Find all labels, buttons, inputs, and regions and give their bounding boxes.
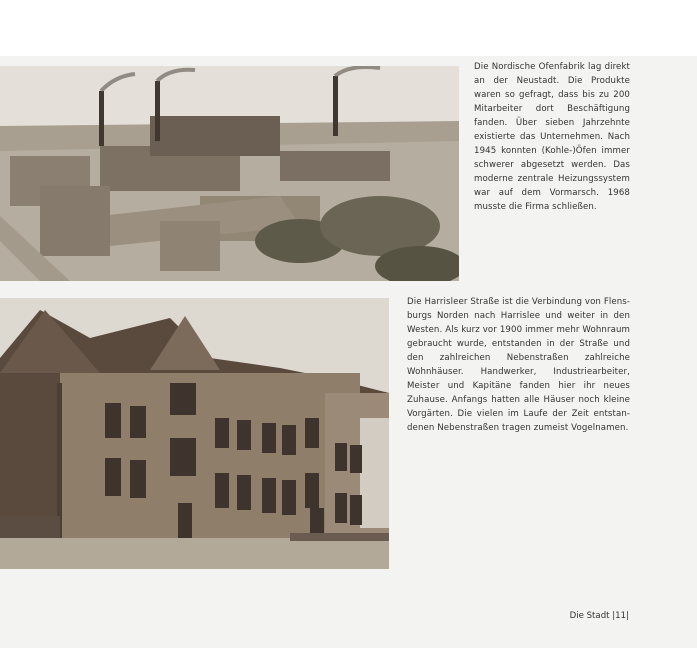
factory-caption: Die Nordische Ofenfabrik lag direkt an der Neustadt. Die Produkte waren so gefragt, dass bis zu 200 Mitarbeiter dort Beschäftigung fanden. Über sieben Jahrzehnte existierte das Unternehmen. Nach 1945 konnten (Kohle-)Öfen immer schwerer abgesetzt werden. Das moderne zentrale Heizungssystem war auf dem Vormarsch. 1968 musste die Firma schließen. (474, 62, 630, 212)
residential-building-photo (0, 298, 389, 569)
factory-photo (0, 66, 459, 281)
street-caption: Die Harrisleer Straße ist die Verbindung von Flensburgs Norden nach Harrislee und weiter in den Westen. Als kurz vor 1900 immer mehr Wohnraum gebraucht wurde, entstanden in der Straße und den zahlreichen Nebenstraßen zahlreiche Wohnhäuser. Handwerker, Industriearbeiter, Meister und Kapitäne fanden hier ihr neues Zuhause. Anfangs hatten alle Häuser noch kleine Vorgärten. Die vielen im Laufe der Zeit entstandenen Nebenstraßen tragen zumeist Vogelnamen. (407, 297, 630, 433)
page-footer (570, 611, 629, 621)
section-label: Die Stadt (569, 611, 610, 621)
page-number: |11| (612, 611, 629, 621)
